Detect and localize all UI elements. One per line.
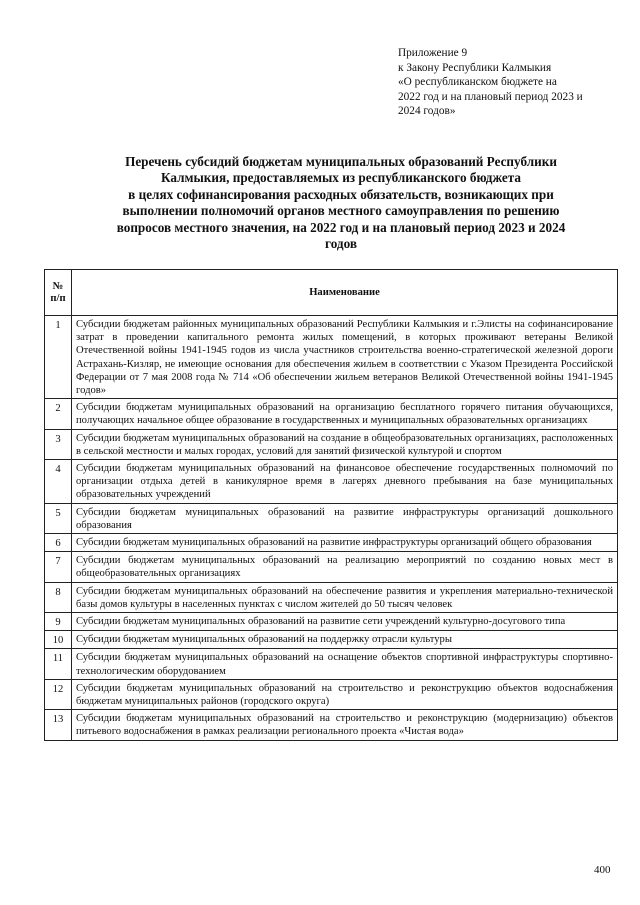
row-number: 13 <box>45 710 72 740</box>
row-number: 12 <box>45 679 72 709</box>
row-number: 5 <box>45 503 72 533</box>
appendix-line: «О республиканском бюджете на <box>398 76 557 89</box>
row-text: Субсидии бюджетам муниципальных образований на строительство и реконструкцию объектов водоснабжения бюджетам муниципальных районов (городского округа) <box>72 679 618 709</box>
row-text: Субсидии бюджетам муниципальных образований на развитие инфраструктуры организаций дошкольного образования <box>72 503 618 533</box>
table-row <box>45 582 618 612</box>
appendix-line: к Закону Республики Калмыкия <box>398 61 552 74</box>
row-number: 8 <box>45 582 72 612</box>
appendix-line: 2022 год и на плановый период 2023 и <box>398 90 583 103</box>
table-header-row <box>45 270 618 316</box>
row-text: Субсидии бюджетам муниципальных образований на строительство и реконструкцию (модернизацию) объектов питьевого водоснабжения в рамках реализации регионального проекта «Чистая вода» <box>72 710 618 740</box>
row-text: Субсидии бюджетам муниципальных образований на обеспечение развития и укрепления материально-технической базы домов культуры в населенных пунктах с числом жителей до 50 тысяч человек <box>72 582 618 612</box>
table-row <box>45 552 618 582</box>
row-number: 7 <box>45 552 72 582</box>
table-row <box>45 534 618 552</box>
row-text: Субсидии бюджетам муниципальных образований на развитие сети учреждений культурно-досугового типа <box>72 613 618 631</box>
row-number: 4 <box>45 460 72 504</box>
row-text: Субсидии бюджетам муниципальных образований на поддержку отрасли культуры <box>72 631 618 649</box>
appendix-line: 2024 годов» <box>398 105 456 118</box>
row-number: 11 <box>45 649 72 679</box>
row-number: 9 <box>45 613 72 631</box>
table-row <box>45 429 618 459</box>
table-row <box>45 649 618 679</box>
table-row <box>45 679 618 709</box>
table-row <box>45 710 618 740</box>
row-text: Субсидии бюджетам районных муниципальных образований Республики Калмыкия и г.Элисты на софинансирование затрат в проведении капитального ремонта жилых помещений, в которых проживают ветераны Великой Отечественной войны 1941-1945 годов из числа участников строительства военно-стратегической железной дороги Астрахань-Кизляр, не имеющие основания для обеспечения жильем в соответствии с Указом Президента Российской Федерации от 7 мая 2008 года № 714 «Об обеспечении жильем ветеранов Великой Отечественной войны 1941-1945 годов» <box>72 316 618 399</box>
row-text: Субсидии бюджетам муниципальных образований на оснащение объектов спортивной инфраструктуры спортивно-технологическим оборудованием <box>72 649 618 679</box>
row-number: 6 <box>45 534 72 552</box>
table-row <box>45 399 618 429</box>
appendix-line: Приложение 9 <box>398 47 468 59</box>
table-row <box>45 316 618 399</box>
page-number: 400 <box>594 864 611 876</box>
title-line: годов <box>325 236 357 252</box>
column-header-number: № п/п <box>45 270 72 316</box>
title-line: выполнении полномочий органов местного самоуправления по решению <box>122 203 560 219</box>
title-line: Перечень субсидий бюджетам муниципальных образований Республики <box>125 154 557 169</box>
title-line: Калмыкия, предоставляемых из республиканского бюджета <box>161 170 521 186</box>
table-row <box>45 460 618 504</box>
row-number: 1 <box>45 316 72 399</box>
row-number: 3 <box>45 429 72 459</box>
subsidies-table <box>44 269 618 741</box>
table-row <box>45 631 618 649</box>
appendix-reference <box>398 46 620 119</box>
row-text: Субсидии бюджетам муниципальных образований на финансовое обеспечение государственных полномочий по организации отдыха детей в каникулярное время в лагерях дневного пребывания на базе муниципальных образовательных учреждений <box>72 460 618 504</box>
row-text: Субсидии бюджетам муниципальных образований на реализацию мероприятий по созданию новых мест в общеобразовательных организациях <box>72 552 618 582</box>
title-line: вопросов местного значения, на 2022 год и на плановый период 2023 и 2024 <box>116 219 566 235</box>
table-row <box>45 503 618 533</box>
row-number: 2 <box>45 399 72 429</box>
row-text: Субсидии бюджетам муниципальных образований на организацию бесплатного горячего питания обучающихся, получающих начальное общее образование в государственных и муниципальных образовательных организациях <box>72 399 618 429</box>
column-header-name: Наименование <box>72 270 618 316</box>
title-line: в целях софинансирования расходных обязательств, возникающих при <box>128 186 554 202</box>
table-row <box>45 613 618 631</box>
row-text: Субсидии бюджетам муниципальных образований на создание в общеобразовательных организациях, расположенных в сельской местности и малых городах, условий для занятий физической культурой и спортом <box>72 429 618 459</box>
row-number: 10 <box>45 631 72 649</box>
document-title <box>56 154 626 252</box>
row-text: Субсидии бюджетам муниципальных образований на развитие инфраструктуры организаций общего образования <box>72 534 618 552</box>
